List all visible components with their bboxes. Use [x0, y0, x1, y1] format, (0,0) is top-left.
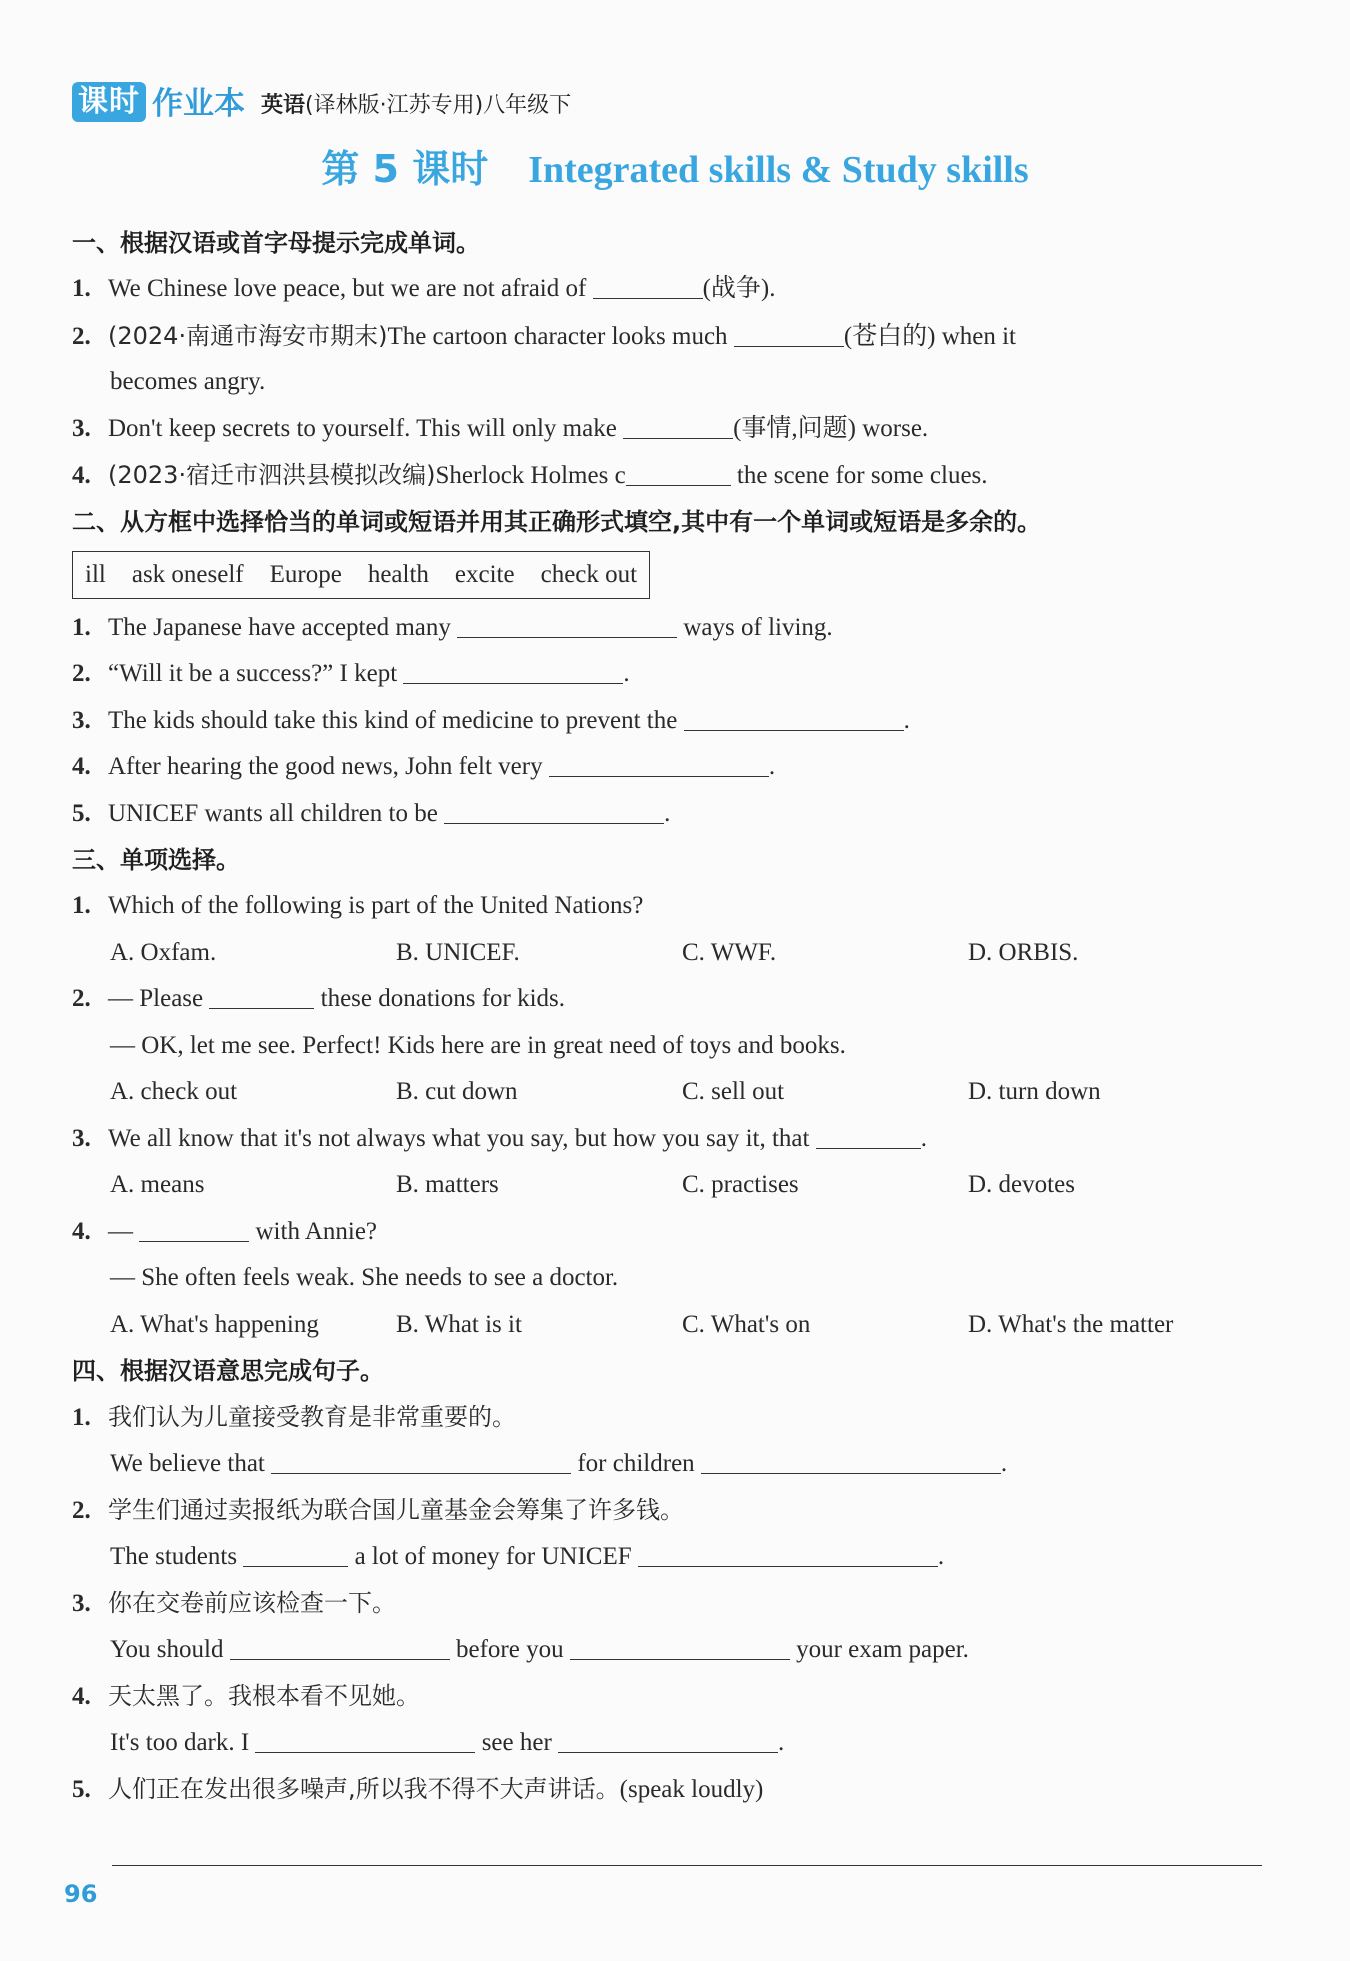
- choice-a[interactable]: A. What's happening: [110, 1310, 319, 1338]
- word-option: Europe: [269, 560, 342, 588]
- question: 4. After hearing the good news, John felt very .: [72, 753, 776, 780]
- question: 2. — Please these donations for kids.: [72, 985, 566, 1012]
- choice-c[interactable]: C. What's on: [682, 1310, 811, 1338]
- section-3-title: 三、单项选择。: [72, 846, 240, 874]
- logo-mark: 课时: [72, 82, 146, 122]
- answer-blank[interactable]: [638, 1542, 938, 1567]
- answer-blank[interactable]: [444, 799, 664, 824]
- word-option: ill: [85, 560, 106, 588]
- answer-blank[interactable]: [403, 659, 623, 684]
- choice-d[interactable]: D. What's the matter: [968, 1310, 1174, 1338]
- book-title: 英语(译林版·江苏专用)八年级下: [261, 93, 572, 118]
- question: 2. 学生们通过卖报纸为联合国儿童基金会筹集了许多钱。: [72, 1496, 684, 1524]
- question: 3. The kids should take this kind of medicine to prevent the .: [72, 706, 910, 734]
- choice-a[interactable]: A. Oxfam.: [110, 938, 217, 966]
- question: 3. We all know that it's not always what you say, but how you say it, that .: [72, 1124, 927, 1152]
- answer-blank[interactable]: [457, 613, 677, 638]
- choice-d[interactable]: D. turn down: [968, 1078, 1101, 1105]
- choice-options: [72, 930, 1272, 977]
- question: 4. — with Annie?: [72, 1217, 378, 1245]
- choice-c[interactable]: C. practises: [682, 1171, 799, 1198]
- question: 1. 我们认为儿童接受教育是非常重要的。: [72, 1403, 516, 1431]
- answer-writing-line[interactable]: [112, 1865, 1262, 1866]
- answer-blank[interactable]: [230, 1635, 450, 1660]
- choice-b[interactable]: B. UNICEF.: [396, 938, 520, 966]
- page-header: [72, 78, 571, 122]
- answer-blank[interactable]: [593, 274, 703, 299]
- word-option: excite: [454, 560, 515, 588]
- word-option: check out: [540, 560, 638, 588]
- question: 1. The Japanese have accepted many ways of living.: [72, 613, 833, 641]
- lesson-number: 第 5 课时: [321, 147, 489, 191]
- question: 1. Which of the following is part of the United Nations?: [72, 892, 644, 919]
- choice-options: [72, 1302, 1272, 1349]
- question: 2. “Will it be a success?” I kept .: [72, 660, 630, 687]
- answer-blank[interactable]: [570, 1635, 790, 1660]
- dialogue-line: — OK, let me see. Perfect! Kids here are in great need of toys and books.: [110, 1031, 846, 1059]
- word-box: [72, 551, 650, 599]
- choice-d[interactable]: D. devotes: [968, 1171, 1075, 1198]
- question: 2. (2024·南通市海安市期末)The cartoon character looks much (苍白的) when it: [72, 321, 1017, 350]
- logo-text: 作业本: [152, 86, 245, 122]
- section-1-title: 一、根据汉语或首字母提示完成单词。: [72, 229, 480, 257]
- answer-blank[interactable]: [255, 1728, 475, 1753]
- choice-a[interactable]: A. check out: [110, 1078, 238, 1105]
- answer-blank[interactable]: [734, 322, 844, 347]
- answer-blank[interactable]: [684, 706, 904, 731]
- question-continuation: becomes angry.: [110, 368, 266, 395]
- source-note: (2024·南通市海安市期末): [108, 321, 388, 350]
- brand-logo: [72, 82, 245, 122]
- choice-options: [72, 1069, 1272, 1116]
- answer-blank[interactable]: [549, 752, 769, 777]
- word-option: health: [367, 560, 429, 588]
- lesson-heading: [0, 138, 1350, 193]
- choice-b[interactable]: B. cut down: [396, 1078, 518, 1105]
- answer-line: The students a lot of money for UNICEF .: [110, 1542, 945, 1570]
- section-2-title: 二、从方框中选择恰当的单词或短语并用其正确形式填空,其中有一个单词或短语是多余的。: [72, 507, 1042, 536]
- section-4-title: 四、根据汉语意思完成句子。: [72, 1357, 384, 1385]
- answer-blank[interactable]: [139, 1217, 249, 1242]
- page-number: 96: [64, 1880, 98, 1908]
- dialogue-line: — She often feels weak. She needs to see a doctor.: [110, 1264, 619, 1291]
- answer-blank[interactable]: [626, 461, 731, 486]
- answer-blank[interactable]: [243, 1542, 348, 1567]
- question: 1. We Chinese love peace, but we are not afraid of (战争).: [72, 275, 776, 302]
- choice-a[interactable]: A. means: [110, 1171, 205, 1198]
- answer-line: You should before you your exam paper.: [110, 1635, 969, 1663]
- question: 4. (2023·宿迁市泗洪县模拟改编)Sherlock Holmes c the scene for some clues.: [72, 461, 988, 489]
- choice-d[interactable]: D. ORBIS.: [968, 938, 1079, 966]
- question: 5. 人们正在发出很多噪声,所以我不得不大声讲话。(speak loudly): [72, 1775, 764, 1803]
- answer-line: It's too dark. I see her .: [110, 1728, 785, 1756]
- choice-b[interactable]: B. matters: [396, 1171, 499, 1198]
- answer-blank[interactable]: [558, 1728, 778, 1753]
- word-option: ask oneself: [131, 560, 244, 588]
- answer-blank[interactable]: [271, 1449, 571, 1474]
- source-note: (2023·宿迁市泗洪县模拟改编): [108, 461, 436, 489]
- choice-b[interactable]: B. What is it: [396, 1310, 522, 1338]
- answer-blank[interactable]: [701, 1449, 1001, 1474]
- answer-blank[interactable]: [816, 1124, 921, 1149]
- exercise-content: [72, 220, 1272, 1813]
- question: 4. 天太黑了。我根本看不见她。: [72, 1682, 420, 1710]
- question: 3. Don't keep secrets to yourself. This will only make (事情,问题) worse.: [72, 414, 929, 442]
- choice-c[interactable]: C. sell out: [682, 1078, 785, 1105]
- question: 5. UNICEF wants all children to be .: [72, 799, 671, 827]
- choice-options: [72, 1162, 1272, 1209]
- question: 3. 你在交卷前应该检查一下。: [72, 1589, 396, 1617]
- choice-c[interactable]: C. WWF.: [682, 938, 777, 966]
- answer-blank[interactable]: [623, 414, 733, 439]
- lesson-title: Integrated skills & Study skills: [528, 149, 1029, 191]
- answer-line: We believe that for children .: [110, 1449, 1008, 1477]
- answer-blank[interactable]: [209, 984, 314, 1009]
